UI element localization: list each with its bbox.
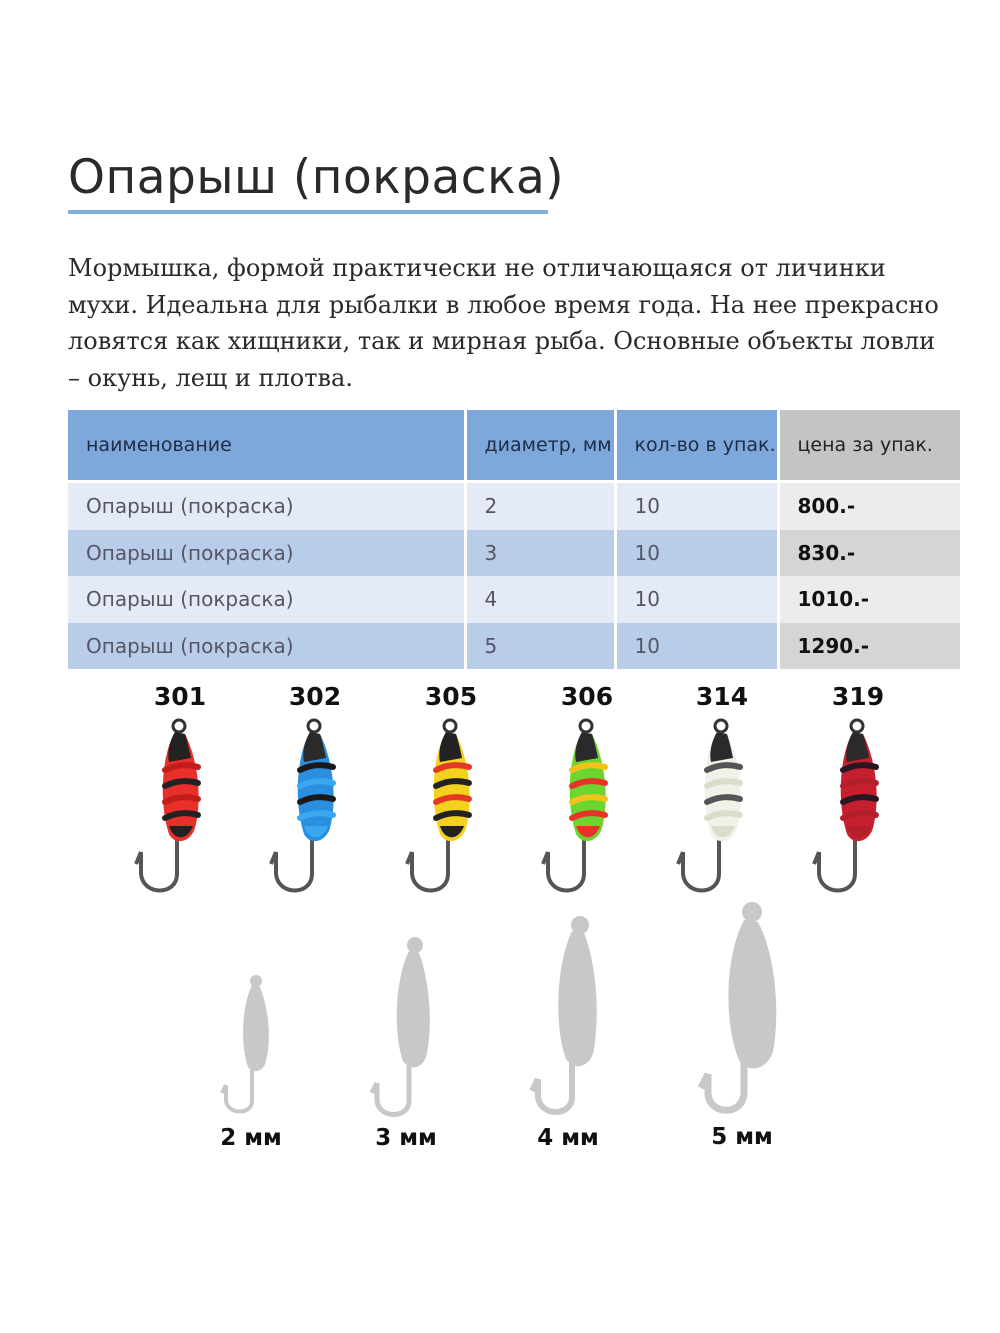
size-label: 5 мм bbox=[711, 1124, 773, 1150]
lure-variant bbox=[260, 680, 370, 900]
lure-319-image bbox=[803, 714, 913, 900]
lure-silhouette-2mm bbox=[206, 975, 296, 1125]
cell-diameter: 5 bbox=[465, 623, 615, 670]
lure-variant bbox=[125, 680, 235, 900]
table-row bbox=[68, 576, 960, 623]
lure-305-image bbox=[396, 714, 506, 900]
lure-code: 302 bbox=[288, 682, 342, 711]
cell-diameter: 2 bbox=[465, 482, 615, 530]
cell-name: Опарыш (покраска) bbox=[68, 530, 465, 577]
cell-name: Опарыш (покраска) bbox=[68, 576, 465, 623]
lure-302-image bbox=[260, 714, 370, 900]
lure-code: 305 bbox=[424, 682, 478, 711]
size-silhouette bbox=[498, 915, 638, 1151]
lure-code: 301 bbox=[153, 682, 207, 711]
cell-price: 800.- bbox=[778, 482, 960, 530]
lure-306-image bbox=[532, 714, 642, 900]
size-silhouette bbox=[336, 937, 476, 1151]
cell-diameter: 3 bbox=[465, 530, 615, 577]
lure-variant bbox=[803, 680, 913, 900]
size-silhouette bbox=[181, 975, 321, 1151]
table-row bbox=[68, 482, 960, 530]
size-label: 2 мм bbox=[220, 1125, 282, 1151]
lure-code: 314 bbox=[695, 682, 749, 711]
header-name: наименование bbox=[68, 410, 465, 482]
lure-314-image bbox=[667, 714, 777, 900]
lure-code: 319 bbox=[831, 682, 885, 711]
lure-silhouette-4mm bbox=[508, 915, 628, 1125]
lure-variant bbox=[532, 680, 642, 900]
cell-price: 830.- bbox=[778, 530, 960, 577]
table-row bbox=[68, 623, 960, 670]
lure-silhouette-5mm bbox=[672, 902, 812, 1124]
cell-name: Опарыш (покраска) bbox=[68, 482, 465, 530]
size-label: 3 мм bbox=[375, 1125, 437, 1151]
header-diameter: диаметр, мм bbox=[465, 410, 615, 482]
lure-variant bbox=[396, 680, 506, 900]
cell-quantity: 10 bbox=[615, 482, 778, 530]
table-row bbox=[68, 530, 960, 577]
price-table bbox=[68, 410, 960, 669]
header-price: цена за упак. bbox=[778, 410, 960, 482]
cell-diameter: 4 bbox=[465, 576, 615, 623]
lure-silhouette-3mm bbox=[351, 937, 461, 1125]
header-quantity: кол-во в упак. bbox=[615, 410, 778, 482]
cell-quantity: 10 bbox=[615, 576, 778, 623]
cell-price: 1290.- bbox=[778, 623, 960, 670]
table-header-row bbox=[68, 410, 960, 482]
lure-variant bbox=[667, 680, 777, 900]
size-silhouette bbox=[672, 902, 812, 1150]
cell-name: Опарыш (покраска) bbox=[68, 623, 465, 670]
page-title: Опарыш (покраска) bbox=[68, 150, 565, 205]
product-description: Мормышка, формой практически не отличающаяся от личинки мухи. Идеальна для рыбалки в любое время года. На нее прекрасно ловятся как хищники, так и мирная рыба. Основные объекты ловли – окунь, лещ и плотва. bbox=[68, 254, 939, 392]
lure-code: 306 bbox=[560, 682, 614, 711]
lure-301-image bbox=[125, 714, 235, 900]
cell-quantity: 10 bbox=[615, 623, 778, 670]
cell-price: 1010.- bbox=[778, 576, 960, 623]
cell-quantity: 10 bbox=[615, 530, 778, 577]
title-underline bbox=[68, 210, 548, 214]
size-label: 4 мм bbox=[537, 1125, 599, 1151]
